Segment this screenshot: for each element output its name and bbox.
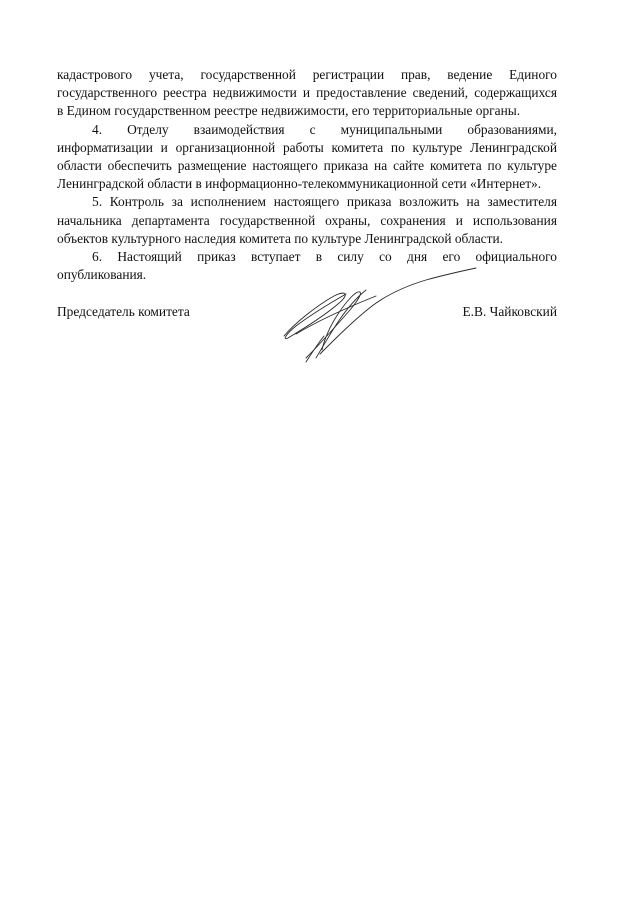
signatory-name: Е.В. Чайковский [462, 304, 557, 319]
text-line: 5. Контроль за исполнением настоящего приказа возложить на заместителя [92, 194, 557, 210]
paragraph-item-5 [57, 193, 557, 248]
text-line: государственного реестра недвижимости и предоставление сведений, содержащихся [57, 85, 557, 101]
text-line: в Едином государственном реестре недвижимости, его территориальные органы. [57, 103, 521, 119]
document-body [57, 66, 557, 284]
paragraph-continuation [57, 66, 557, 121]
text-line: информатизации и организационной работы комитета по культуре Ленинградской [57, 139, 557, 155]
text-line: области обеспечить размещение настоящего приказа на сайте комитета по культуре [57, 157, 557, 173]
text-line: начальника департамента государственной охраны, сохранения и использования [57, 212, 557, 228]
signatory-position: Председатель комитета [57, 304, 190, 319]
text-line: объектов культурного наследия комитета по культуре Ленинградской области. [57, 230, 503, 246]
text-line: Ленинградской области в информационно-телекоммуникационной сети «Интернет». [57, 176, 542, 192]
text-line: кадастрового учета, государственной регистрации прав, ведение Единого [57, 67, 557, 82]
text-line: опубликования. [57, 267, 147, 283]
handwritten-signature [276, 262, 482, 366]
text-line: 6. Настоящий приказ вступает в силу со дня его официального [92, 248, 557, 264]
paragraph-item-4 [57, 121, 557, 194]
text-line: 4. Отделу взаимодействия с муниципальными образованиями, [92, 121, 557, 137]
